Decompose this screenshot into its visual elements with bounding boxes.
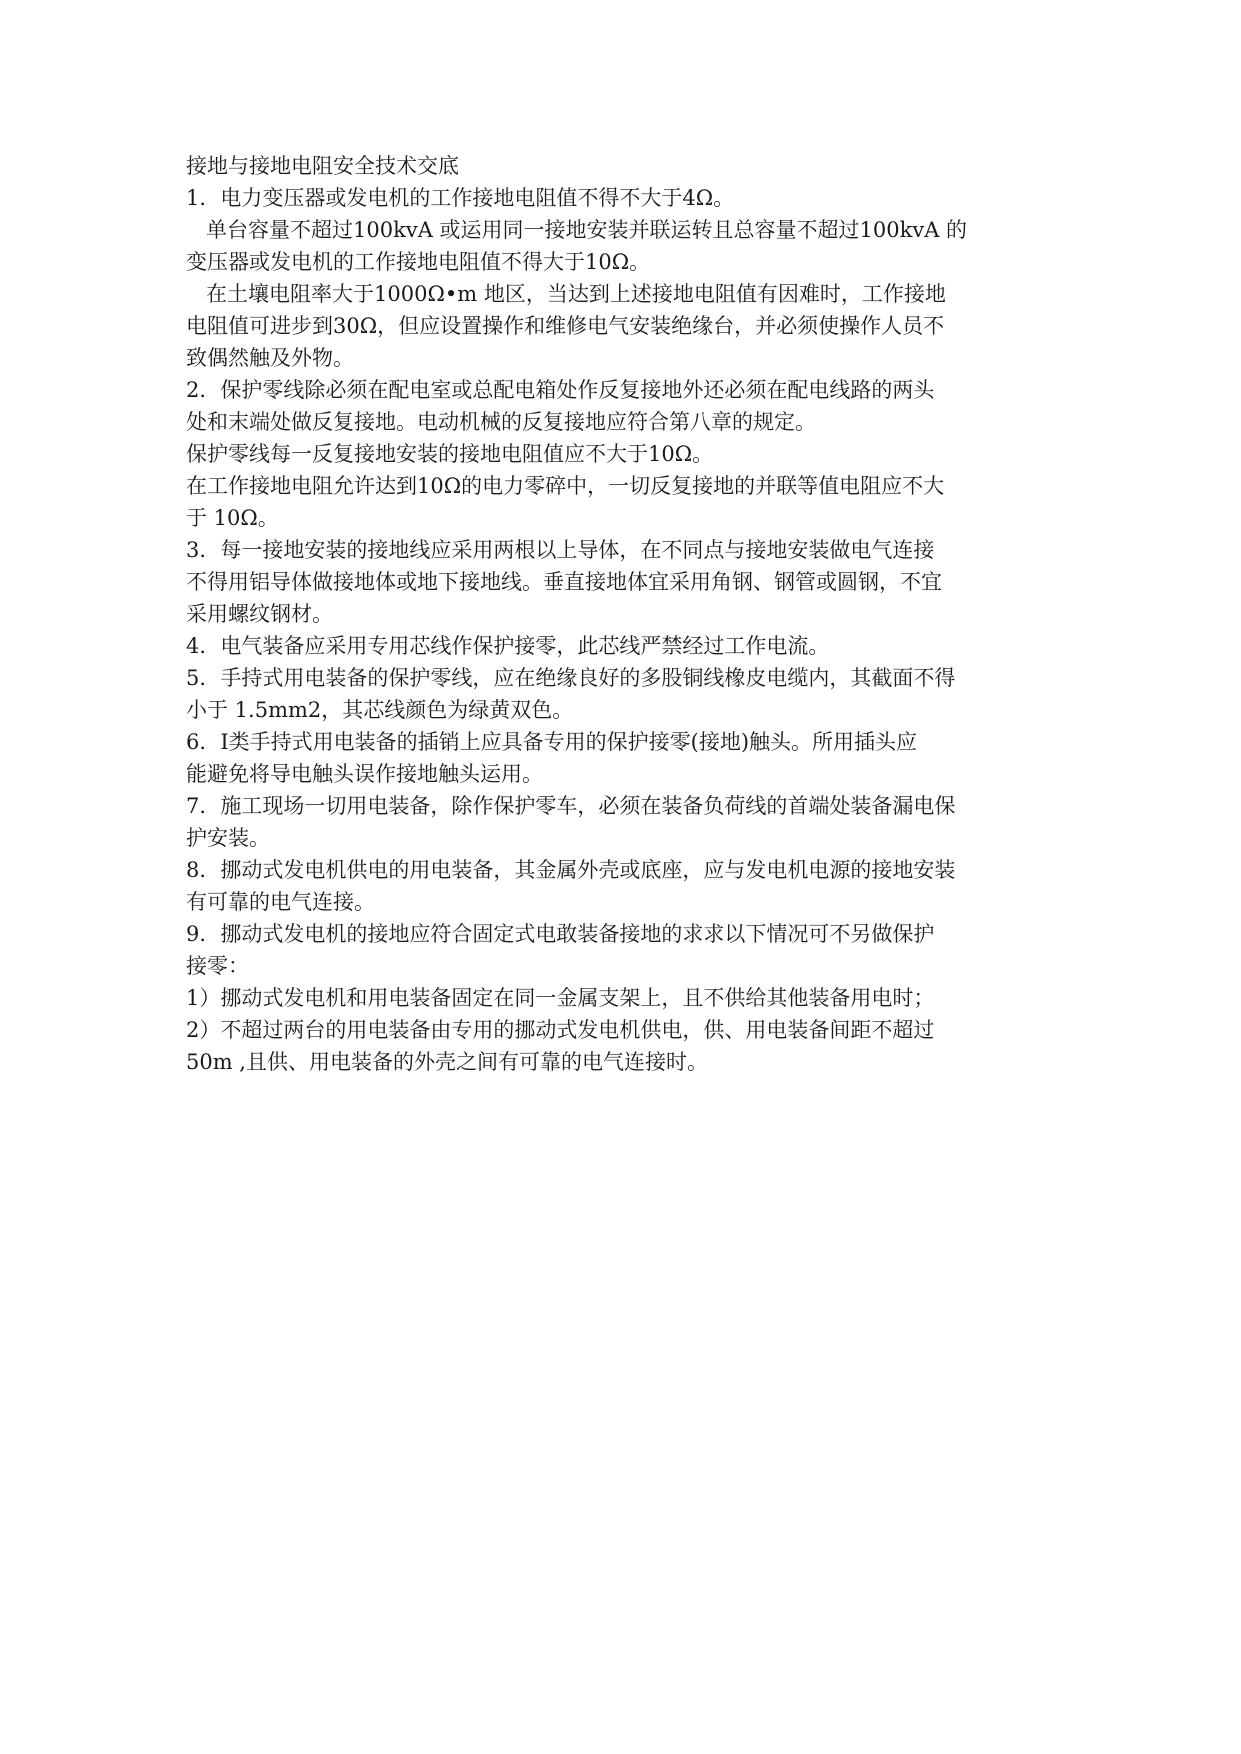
text-line: 电阻值可进步到30Ω，但应设置操作和维修电气安装绝缘台，并必须使操作人员不 (186, 314, 945, 338)
text-line: 4．电气装备应采用专用芯线作保护接零，此芯线严禁经过工作电流。 (186, 634, 830, 658)
text-line: 1．电力变压器或发电机的工作接地电阻值不得不大于4Ω。 (186, 186, 735, 210)
text-line: 保护零线每一反复接地安装的接地电阻值应不大于10Ω。 (186, 442, 714, 466)
text-line: 小于 1.5mm2，其芯线颜色为绿黄双色。 (186, 698, 574, 722)
text-line: 50m ,且供、用电装备的外壳之间有可靠的电气连接时。 (186, 1050, 708, 1074)
text-line: 8．挪动式发电机供电的用电装备，其金属外壳或底座，应与发电机电源的接地安装 (186, 858, 956, 882)
text-line: 2．保护零线除必须在配电室或总配电箱处作反复接地外还必须在配电线路的两头 (186, 378, 935, 402)
text-line: 于 10Ω。 (186, 506, 279, 530)
text-line: 在工作接地电阻允许达到10Ω的电力零碎中，一切反复接地的并联等值电阻应不大 (186, 474, 945, 498)
text-line: 9．挪动式发电机的接地应符合固定式电敢装备接地的求求以下情况可不另做保护 (186, 922, 935, 946)
text-line: 单台容量不超过100kvA 或运用同一接地安装并联运转且总容量不超过100kvA 的 (186, 218, 968, 242)
text-line: 不得用铝导体做接地体或地下接地线。垂直接地体宜采用角钢、钢管或圆钢，不宜 (186, 570, 942, 594)
text-line: 采用螺纹钢材。 (186, 602, 333, 626)
text-line: 2）不超过两台的用电装备由专用的挪动式发电机供电，供、用电装备间距不超过 (186, 1018, 935, 1042)
text-line: 能避免将导电触头误作接地触头运用。 (186, 762, 543, 786)
document-title: 接地与接地电阻安全技术交底 (186, 154, 459, 178)
text-line: 致偶然触及外物。 (186, 346, 354, 370)
text-line: 5．手持式用电装备的保护零线，应在绝缘良好的多股铜线橡皮电缆内，其截面不得 (186, 666, 956, 690)
document-body (186, 150, 1086, 1078)
text-line: 3．每一接地安装的接地线应采用两根以上导体，在不同点与接地安装做电气连接 (186, 538, 935, 562)
text-line: 在土壤电阻率大于1000Ω•m 地区，当达到上述接地电阻值有因难时，工作接地 (186, 282, 946, 306)
text-line: 7．施工现场一切用电装备，除作保护零车，必须在装备负荷线的首端处装备漏电保 (186, 794, 956, 818)
text-line: 变压器或发电机的工作接地电阻值不得大于10Ω。 (186, 250, 651, 274)
text-line: 6．Ⅰ类手持式用电装备的插销上应具备专用的保护接零(接地)触头。所用插头应 (186, 730, 918, 754)
text-line: 有可靠的电气连接。 (186, 890, 375, 914)
text-line: 处和末端处做反复接地。电动机械的反复接地应符合第八章的规定。 (186, 410, 816, 434)
text-line: 1）挪动式发电机和用电装备固定在同一金属支架上，且不供给其他装备用电时； (186, 986, 935, 1010)
text-line: 护安装。 (186, 826, 270, 850)
text-line: 接零： (186, 954, 249, 978)
